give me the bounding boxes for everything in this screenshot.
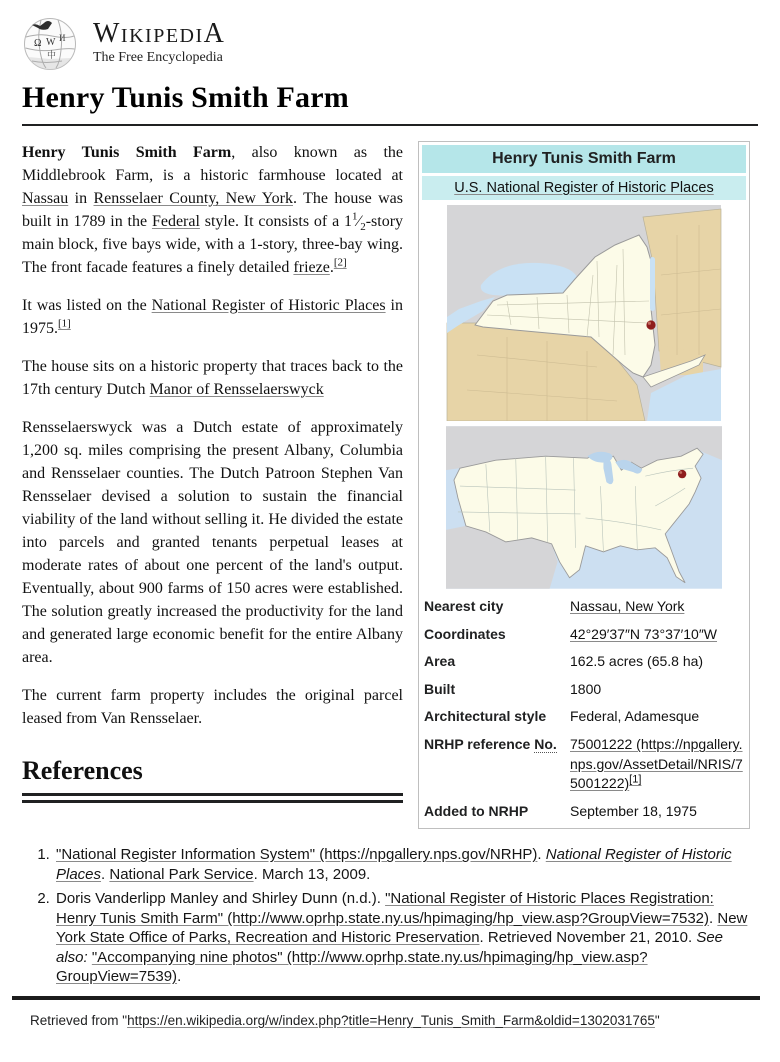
infobox-value: 1800	[570, 680, 602, 697]
site-header	[22, 14, 758, 72]
retrieved-from-url[interactable]: https://en.wikipedia.org/w/index.php?title=Henry_Tunis_Smith_Farm&oldid=1302031765	[127, 1012, 655, 1028]
link-nrhp-registration[interactable]: "National Register of Historic Places Registration: Henry Tunis Smith Farm" (http://www.oprhp.state.ny.us/hpimaging/hp_view.asp?GroupView=7532)	[56, 890, 714, 927]
infobox-row-nrhp-reference	[422, 731, 746, 798]
article-body	[22, 141, 403, 829]
link-national-register[interactable]: National Register of Historic Places	[151, 297, 386, 314]
site-wordmark: WikipediA	[93, 18, 226, 49]
citation-ref-2[interactable]: [2]	[333, 256, 347, 269]
article-lead-term: Henry Tunis Smith Farm	[22, 144, 232, 161]
infobox-label: Coordinates	[424, 625, 506, 642]
infobox-label: Architectural style	[424, 708, 547, 725]
article-paragraph-5: The current farm property includes the original parcel leased from Van Rensselaer.	[22, 687, 403, 727]
references-heading: References	[22, 756, 403, 796]
see-also-text: See also:	[56, 929, 724, 966]
new-york-locator-map	[446, 205, 722, 421]
svg-text:И: И	[59, 32, 66, 43]
infobox-row-built	[422, 676, 746, 704]
infobox-value: September 18, 1975	[570, 802, 697, 819]
link-frieze[interactable]: frieze	[293, 259, 330, 276]
infobox-value: Federal, Adamesque	[570, 708, 700, 725]
infobox-row-architectural-style	[422, 703, 746, 731]
svg-text:Ω: Ω	[34, 37, 42, 49]
link-nrhp-reference-number[interactable]: 75001222 (https://npgallery.nps.gov/AssetDetail/NRIS/75001222)	[570, 735, 743, 792]
svg-text:W: W	[46, 36, 56, 48]
link-national-park-service[interactable]: National Park Service	[109, 865, 254, 883]
link-rensselaer-county[interactable]: Rensselaer County, New York	[93, 190, 293, 207]
page-title: Henry Tunis Smith Farm	[22, 81, 758, 126]
article-paragraph-4: Rensselaerswyck was a Dutch estate of approximately 1,200 sq. miles comprising the present Albany, Columbia and Rensselaer counties. The Dutch Patroon Stephen Van Rensselaer devised a solution to sustain the financial viability of the land without selling it. He divided the estate into parcels and granted tenants perpetual leases at moderate rates of about one percent of the land's output. Eventually, about 900 farms of 150 acres were established. The solution greatly increased the productivity for the land and generated large economic benefit for the entire Albany area.	[22, 419, 403, 666]
article-paragraph-1: Henry Tunis Smith Farm, also known as the Middlebrook Farm, is a historic farmhouse located at Nassau in Rensselaer County, New York. The house was built in 1789 in the Federal style. It consists of a $1^1⁄_2$-story main block, five bays wide, with a 1-story, three-bay wing. The front facade features a finely detailed frieze.[2]	[22, 144, 404, 276]
infobox-subtitle	[422, 176, 746, 200]
nrhp-infobox	[418, 141, 750, 829]
link-coordinates[interactable]: 42°29′37″N 73°37′10″W	[570, 625, 718, 642]
wikipedia-globe-icon	[22, 15, 78, 72]
infobox-label: Added to NRHP	[424, 802, 529, 819]
link-nys-parks-office[interactable]: New York State Office of Parks, Recreation and Historic Preservation	[56, 909, 748, 947]
infobox-facts-table	[422, 593, 746, 825]
infobox-value: 162.5 acres (65.8 ha)	[570, 653, 704, 670]
infobox-row-added-to-nrhp	[422, 798, 746, 826]
infobox-label: Nearest city	[424, 598, 504, 614]
link-nassau-new-york[interactable]: Nassau, New York	[570, 598, 685, 614]
references-list	[28, 845, 758, 987]
reference-item-1: 1. "National Register Information System" (https://npgallery.nps.gov/NRHP). National Register of Historic Places. National Park Service. March 13, 2009.	[54, 845, 758, 884]
united-states-locator-map	[446, 426, 722, 589]
link-us-national-register[interactable]: U.S. National Register of Historic Places	[454, 180, 714, 196]
citation-ref-1[interactable]: [1]	[58, 317, 71, 330]
fraction-numerator: 1	[352, 210, 358, 223]
infobox-label: NRHP reference No.	[424, 735, 557, 752]
retrieved-from-line: Retrieved from "https://en.wikipedia.org/w/index.php?title=Henry_Tunis_Smith_Farm&oldid=1302031765"	[30, 1012, 660, 1028]
link-manor-of-rensselaerswyck[interactable]: Manor of Rensselaerswyck	[149, 381, 324, 398]
article-paragraph-3: The house sits on a historic property that traces back to the 17th century Dutch Manor of Rensselaerswyck	[22, 358, 403, 398]
link-nris[interactable]: "National Register Information System" (https://npgallery.nps.gov/NRHP)	[56, 846, 538, 864]
references-heading-rule	[22, 800, 403, 803]
article-paragraph-2: It was listed on the National Register of Historic Places in 1975.[1]	[22, 297, 403, 337]
abbreviation-no: No.	[534, 735, 557, 752]
fraction-denominator: 2	[360, 221, 366, 234]
infobox-row-coordinates	[422, 621, 746, 649]
svg-text:中: 中	[47, 49, 57, 60]
link-federal-style[interactable]: Federal	[151, 213, 200, 230]
infobox-title: Henry Tunis Smith Farm	[422, 145, 746, 173]
infobox-row-area	[422, 648, 746, 676]
infobox-row-nearest-city	[422, 593, 746, 621]
link-accompanying-photos[interactable]: "Accompanying nine photos" (http://www.oprhp.state.ny.us/hpimaging/hp_view.asp?GroupView=7539)	[56, 948, 648, 986]
reference-item-2: 2. Doris Vanderlipp Manley and Shirley Dunn (n.d.). "National Register of Historic Places Registration: Henry Tunis Smith Farm" (http://www.oprhp.state.ny.us/hpimaging/hp_view.asp?GroupView=7532). New York State Office of Parks, Recreation and Historic Preservation. Retrieved November 21, 2010. See also: "Accompanying nine photos" (http://www.oprhp.state.ny.us/hpimaging/hp_view.asp?GroupView=7539).	[54, 889, 758, 987]
citation-ref-1[interactable]: [1]	[629, 773, 642, 786]
link-nassau[interactable]: Nassau	[22, 190, 69, 207]
footer-divider	[12, 996, 760, 1000]
site-wordmark-block	[93, 20, 225, 66]
infobox-label: Area	[424, 653, 456, 670]
infobox-label: Built	[424, 680, 456, 697]
site-tagline: The Free Encyclopedia	[93, 50, 223, 65]
link-national-register-italic[interactable]: National Register of Historic Places	[56, 846, 732, 883]
